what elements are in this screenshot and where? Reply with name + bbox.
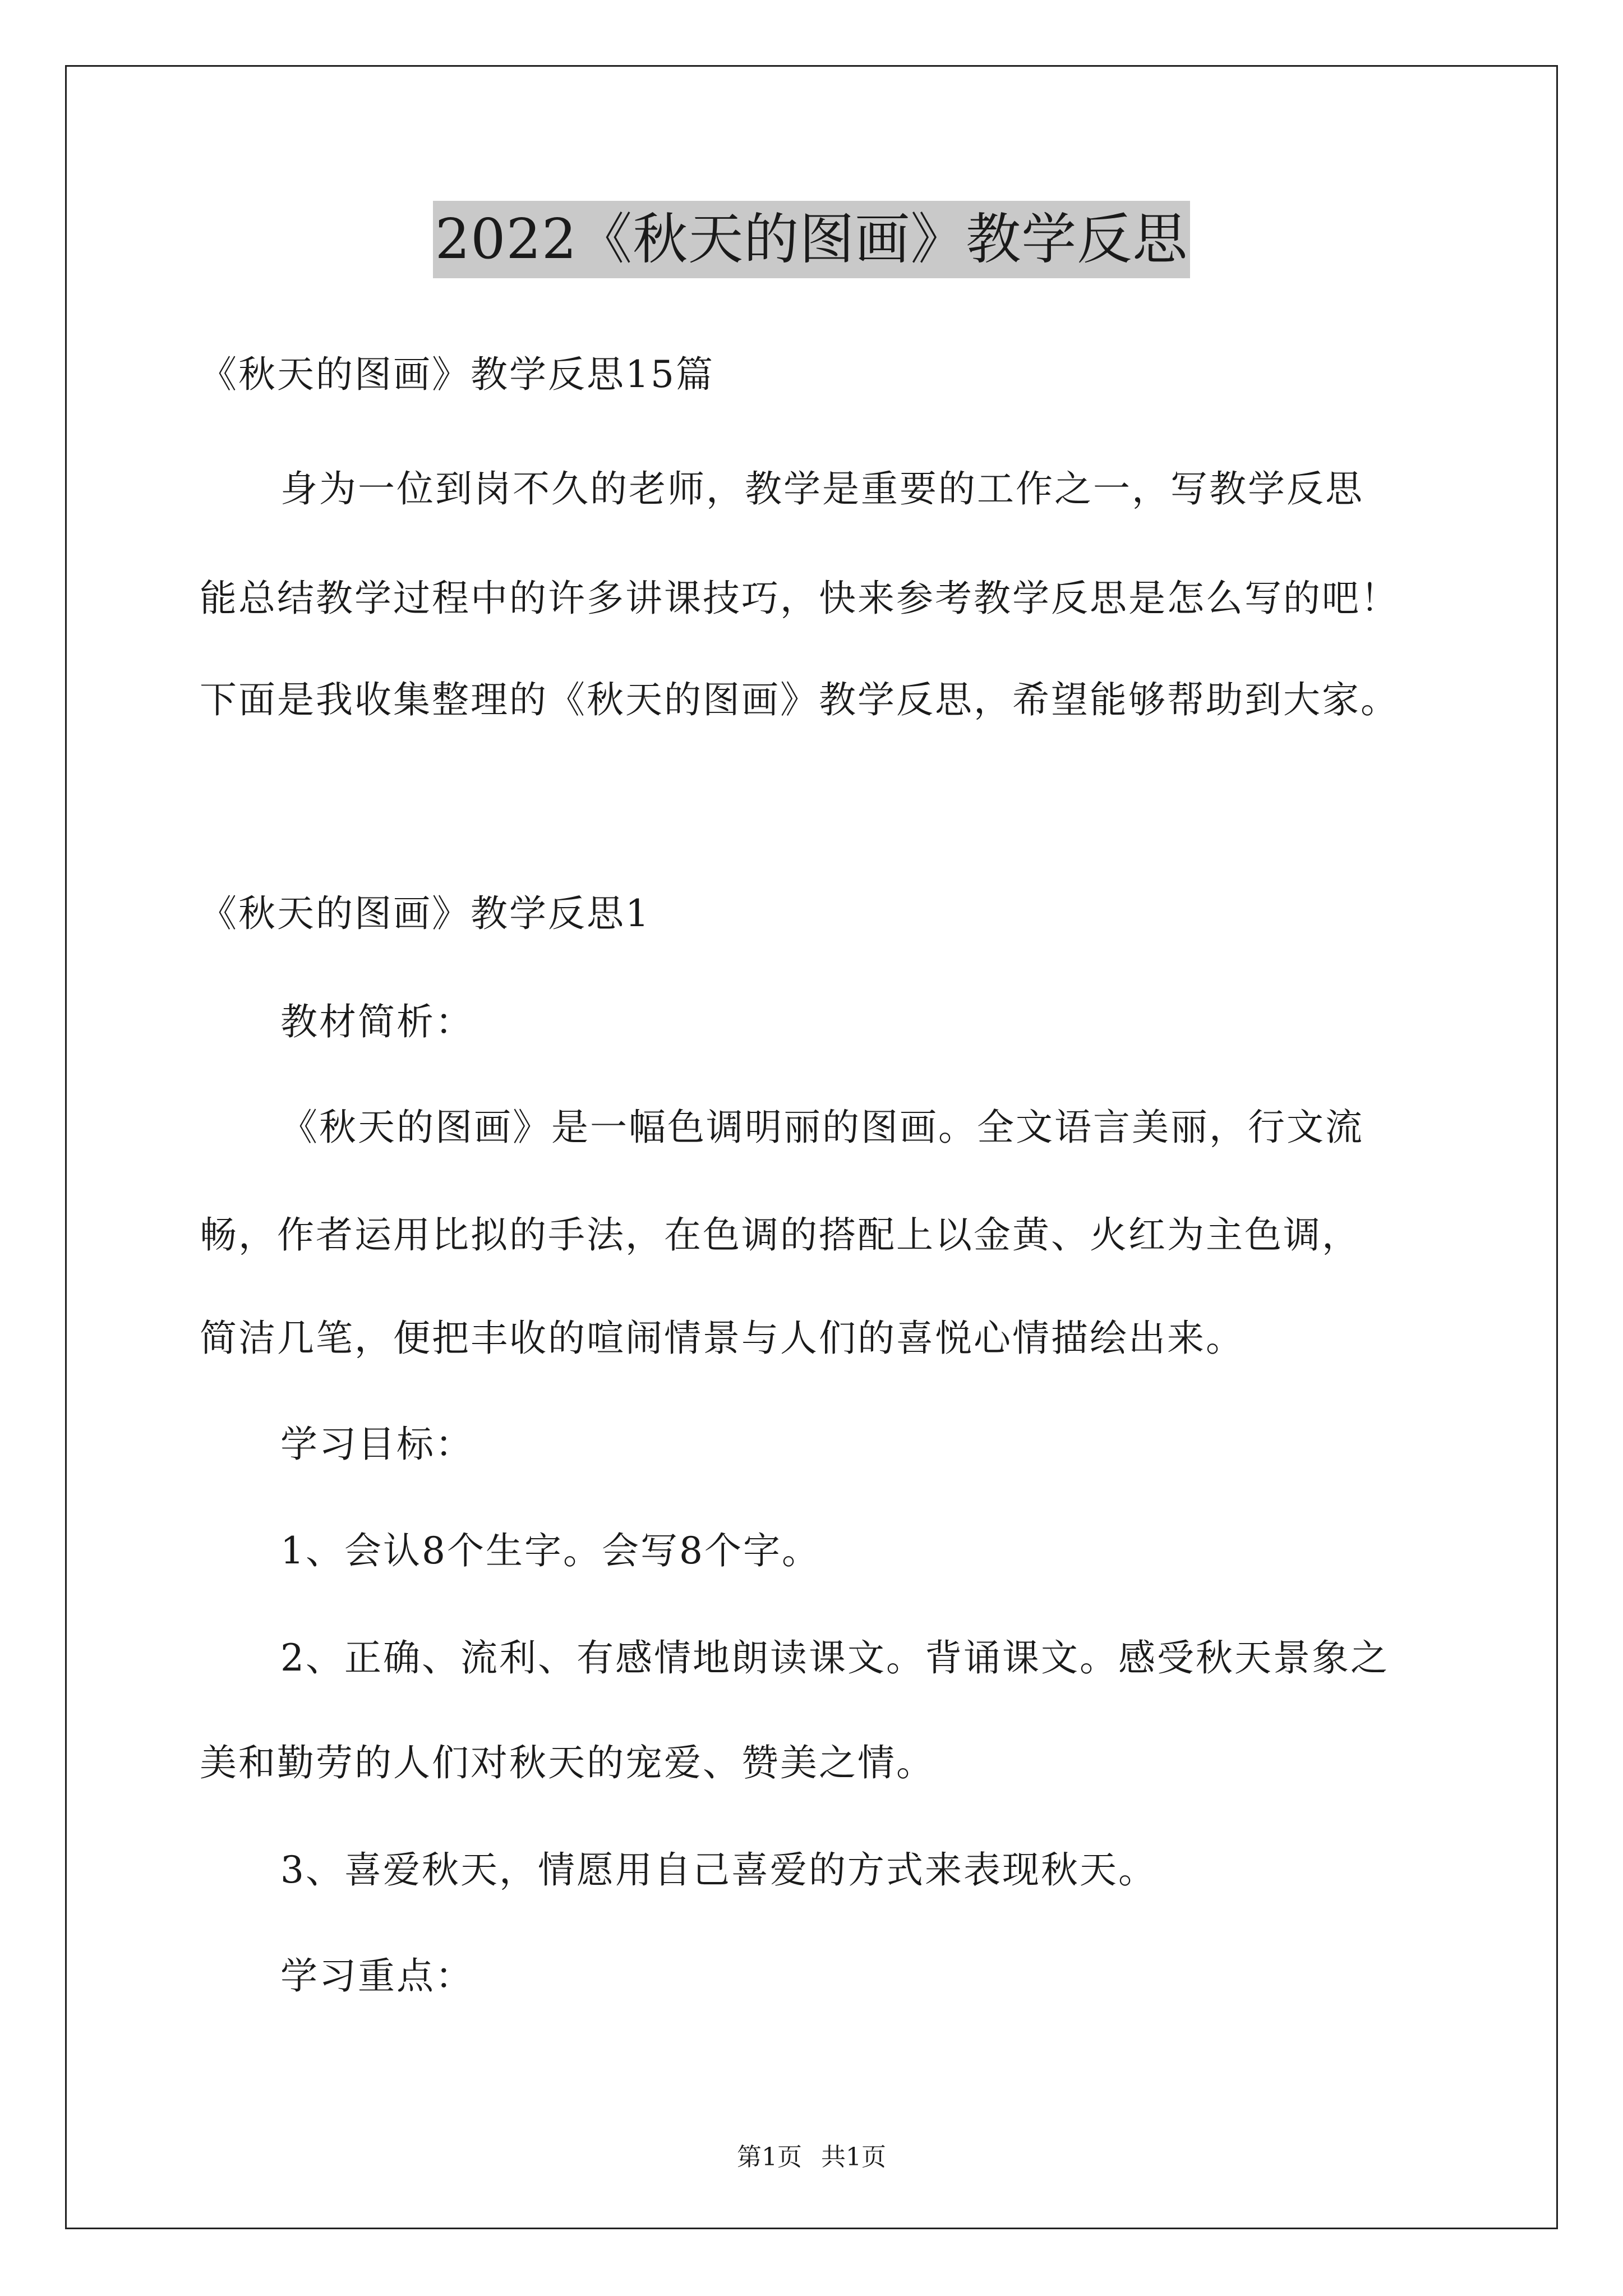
list-item: 2、正确、流利、有感情地朗读课文。背诵课文。感受秋天景象之 xyxy=(280,1636,1389,1680)
paragraph-line: 《秋天的图画》是一幅色调明丽的图画。全文语言美丽，行文流 xyxy=(280,1106,1364,1149)
page-total: 共1页 xyxy=(821,2143,886,2171)
paragraph-line: 能总结教学过程中的许多讲课技巧，快来参考教学反思是怎么写的吧！ xyxy=(200,577,1399,620)
document-title: 2022《秋天的图画》教学反思 xyxy=(433,201,1190,278)
section-heading: 《秋天的图画》教学反思1 xyxy=(200,892,651,935)
page-number: 第1页 xyxy=(737,2143,802,2171)
section-label: 学习目标： xyxy=(280,1423,474,1466)
page-footer xyxy=(0,2142,1623,2173)
title-container xyxy=(0,201,1623,278)
section-label: 学习重点： xyxy=(280,1954,474,1998)
paragraph-line: 身为一位到岗不久的老师，教学是重要的工作之一，写教学反思 xyxy=(280,467,1364,510)
list-item: 1、会认8个生字。会写8个字。 xyxy=(280,1529,820,1572)
paragraph-line: 畅，作者运用比拟的手法，在色调的搭配上以金黄、火红为主色调， xyxy=(200,1213,1361,1257)
paragraph-line: 下面是我收集整理的《秋天的图画》教学反思，希望能够帮助到大家。 xyxy=(200,678,1399,721)
subtitle: 《秋天的图画》教学反思15篇 xyxy=(200,353,714,396)
paragraph-line: 简洁几笔，便把丰收的喧闹情景与人们的喜悦心情描绘出来。 xyxy=(200,1317,1244,1360)
section-label: 教材简析： xyxy=(280,1000,474,1043)
list-item-continuation: 美和勤劳的人们对秋天的宠爱、赞美之情。 xyxy=(200,1741,935,1784)
list-item: 3、喜爱秋天，情愿用自己喜爱的方式来表现秋天。 xyxy=(280,1848,1157,1892)
